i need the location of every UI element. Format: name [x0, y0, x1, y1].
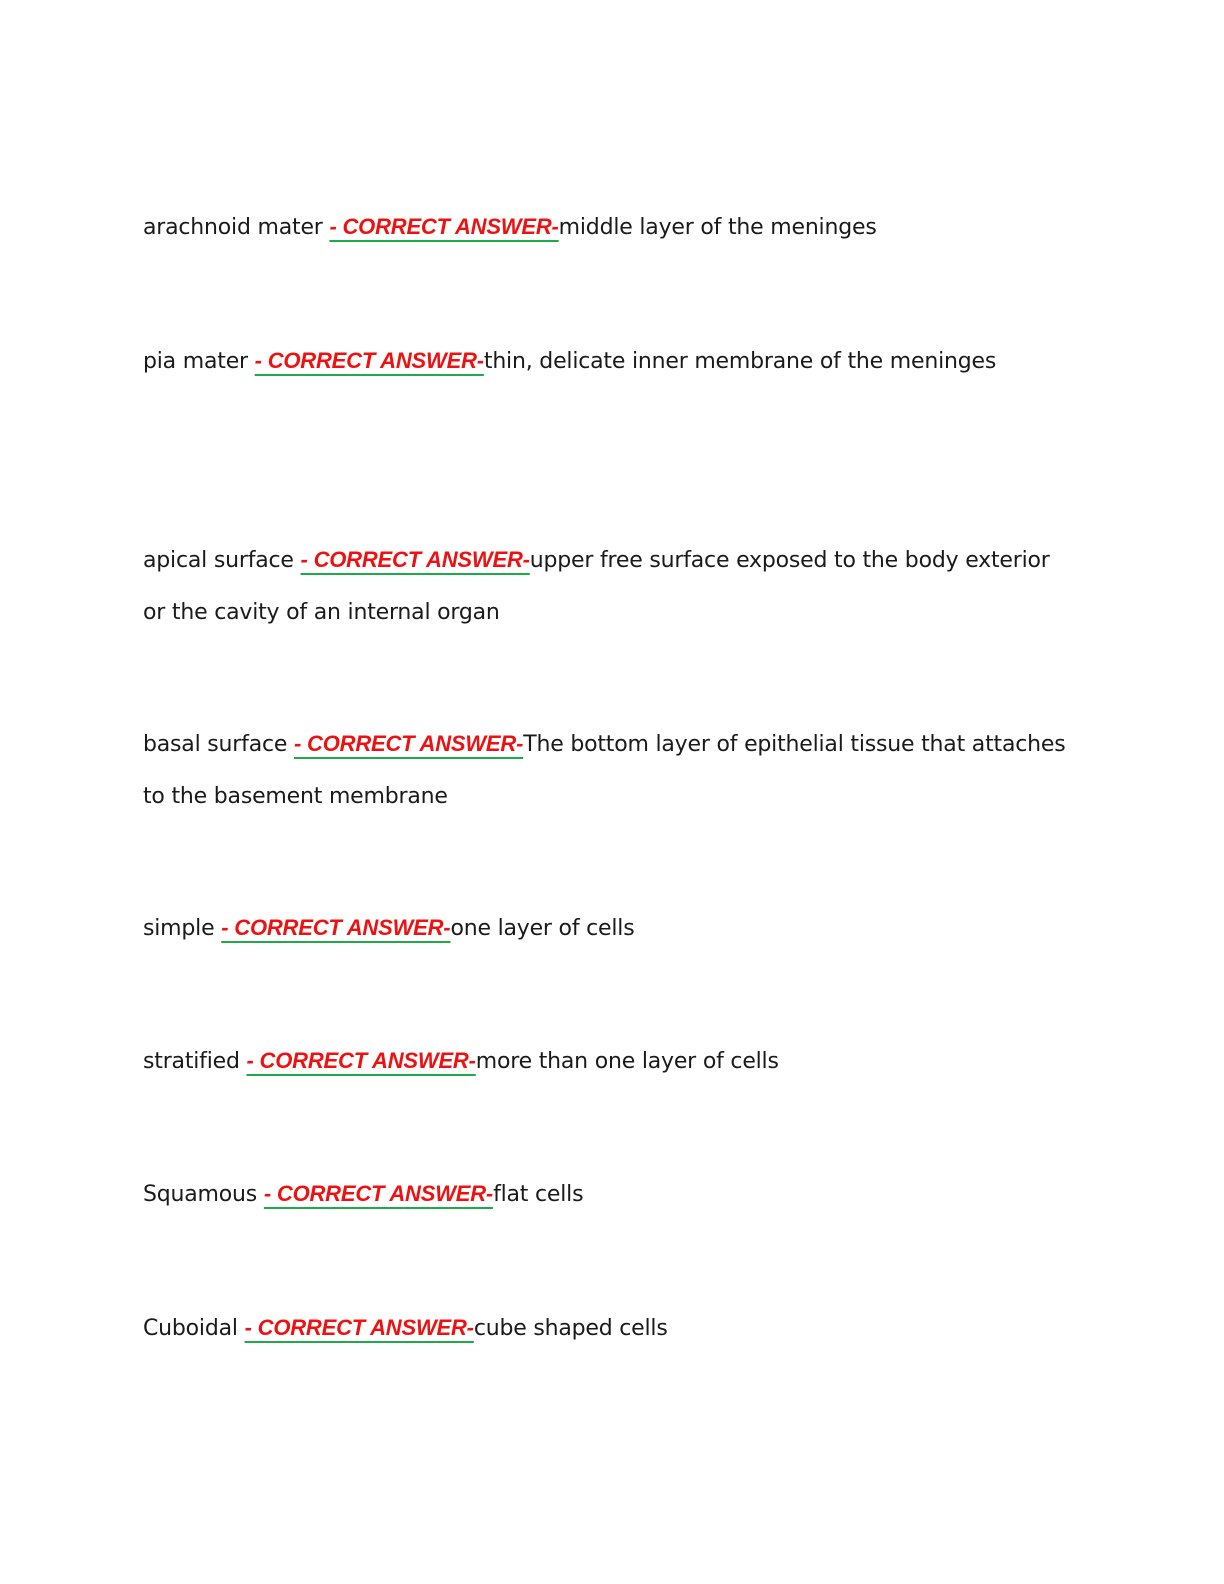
definition: thin, delicate inner membrane of the meninges	[483, 349, 997, 374]
correct-answer-marker: - CORRECT ANSWER-	[244, 1315, 474, 1340]
term: stratified	[143, 1049, 247, 1074]
correct-answer-marker: - CORRECT ANSWER-	[263, 1181, 494, 1206]
term: pia mater	[143, 349, 255, 374]
flashcard-entry	[143, 335, 1073, 388]
definition: flat cells	[493, 1182, 584, 1207]
term: simple	[143, 916, 222, 941]
flashcard-entry	[143, 201, 1073, 254]
correct-answer-marker: - CORRECT ANSWER-	[300, 547, 530, 572]
correct-answer-marker: - CORRECT ANSWER-	[294, 731, 524, 756]
flashcard-entry	[143, 1035, 1073, 1088]
flashcard-entry	[143, 534, 1073, 639]
term: arachnoid mater	[143, 215, 330, 240]
flashcard-entry	[143, 902, 1073, 955]
term: Squamous	[143, 1182, 264, 1207]
correct-answer-marker: - CORRECT ANSWER-	[329, 214, 559, 239]
definition: middle layer of the meninges	[558, 215, 877, 240]
definition: more than one layer of cells	[475, 1049, 779, 1074]
definition: upper free surface exposed to the body exterior or the cavity of an internal organ	[143, 548, 1050, 625]
correct-answer-marker: - CORRECT ANSWER-	[246, 1048, 476, 1073]
flashcard-entry	[143, 1168, 1073, 1221]
flashcard-entry	[143, 718, 1073, 823]
term: Cuboidal	[143, 1316, 245, 1341]
correct-answer-marker: - CORRECT ANSWER-	[221, 915, 451, 940]
flashcard-entry	[143, 1302, 1073, 1355]
term: basal surface	[143, 732, 294, 757]
correct-answer-marker: - CORRECT ANSWER-	[254, 348, 484, 373]
definition: The bottom layer of epithelial tissue that attaches to the basement membrane	[143, 732, 1066, 809]
term: apical surface	[143, 548, 301, 573]
definition: cube shaped cells	[473, 1316, 668, 1341]
definition: one layer of cells	[450, 916, 635, 941]
